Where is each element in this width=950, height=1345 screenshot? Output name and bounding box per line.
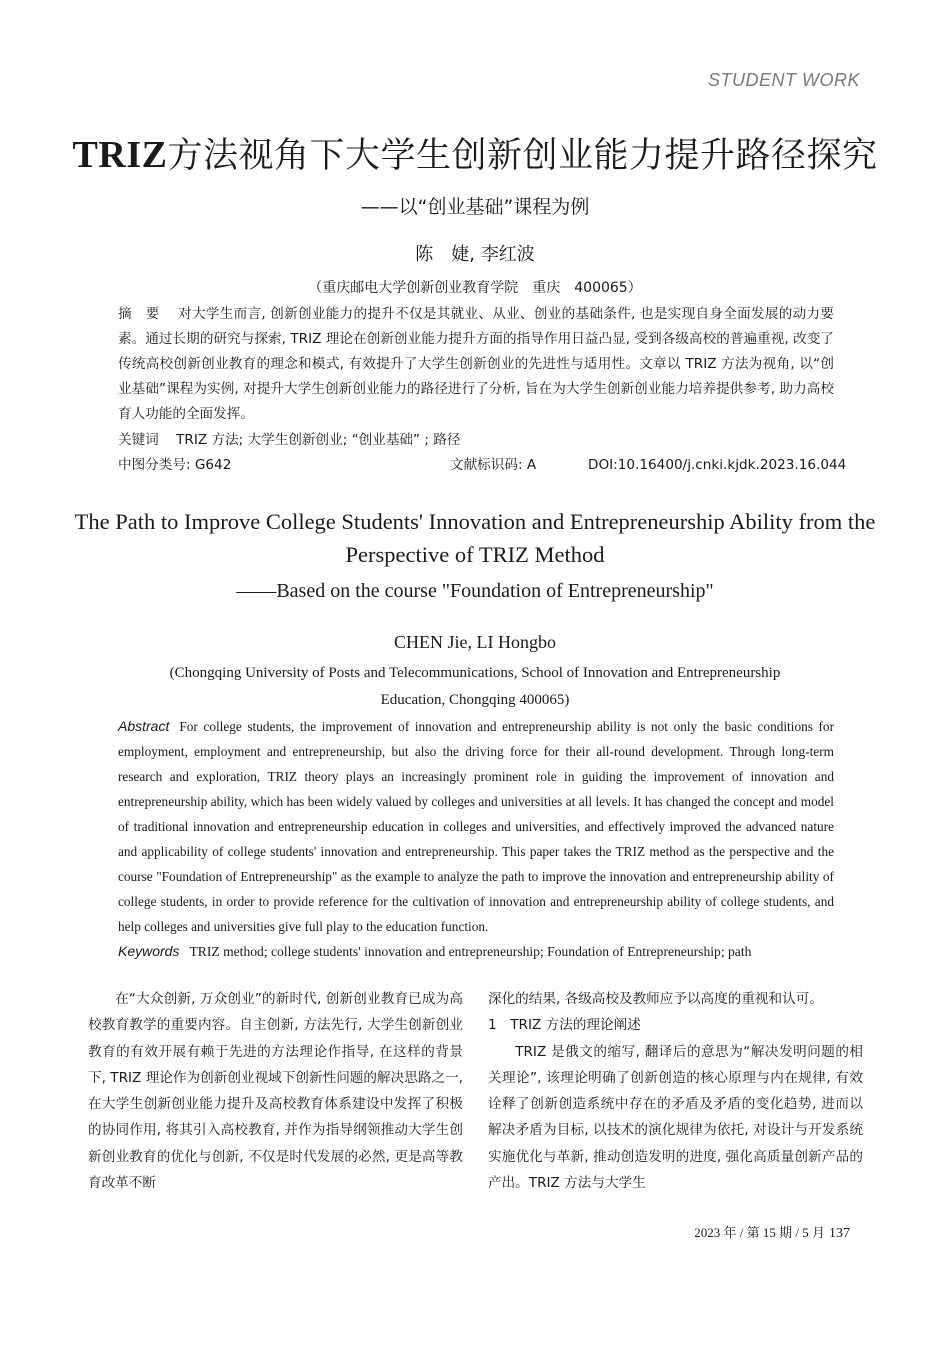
chinese-keywords xyxy=(118,428,834,453)
english-keywords xyxy=(118,939,858,964)
english-affiliation: (Chongqing University of Posts and Telecommunications, School of Innovation and Entrepreneurship Education, Chongqing 400065) xyxy=(169,665,781,708)
chinese-abstract-label: 摘 要 xyxy=(118,306,160,322)
document-code: 文献标识码: A xyxy=(450,457,537,473)
chinese-title xyxy=(0,128,950,178)
clc-number: 中图分类号: G642 xyxy=(118,457,232,473)
body-column-right xyxy=(488,986,863,1196)
chinese-affiliation: （重庆邮电大学创新创业教育学院 重庆 400065） xyxy=(308,280,642,296)
english-keywords-text: TRIZ method; college students' innovation and entrepreneurship; Foundation of Entrepreneurship; path xyxy=(189,944,752,959)
english-title: The Path to Improve College Students' Innovation and Entrepreneurship Ability from the Perspective of TRIZ Method xyxy=(74,509,876,567)
page-number: 137 xyxy=(829,1226,850,1241)
english-abstract xyxy=(118,714,834,939)
intro-paragraph: 在“大众创新, 万众创业”的新时代, 创新创业教育已成为高校教育教学的重要内容。自主创新, 方法先行, 大学生创新创业教育的有效开展有赖于先进的方法理论作指导, 在这样的背景下, TRIZ 理论作为创新创业视域下创新性问题的解决思路之一, 在大学生创新创业能力提升及高校教育体系建设中发挥了积极的协同作用, 将其引入高校教育, 并作为指导纲领推动大学生创新创业教育的优化与创新, 不仅是时代发展的必然, 更是高等教育改革不断 xyxy=(88,991,463,1192)
body-column-left xyxy=(88,986,463,1196)
english-keywords-label: Keywords xyxy=(118,943,180,959)
page-footer xyxy=(694,1222,850,1242)
intro-paragraph-continuation: 深化的结果, 各级高校及教师应予以高度的重视和认可。 xyxy=(488,991,823,1007)
chinese-subtitle: ——以“创业基础”课程为例 xyxy=(360,196,590,218)
english-abstract-text: For college students, the improvement of innovation and entrepreneurship ability is not only the basic conditions for employment, employment and entrepreneurship, but also the driving force for their all-round development. Through long-term research and exploration, TRIZ theory plays an increasingly prominent role in guiding the improvement of innovation and entrepreneurship ability, which has been widely valued by colleges and universities at all levels. It has changed the concept and model of traditional innovation and entrepreneurship education in colleges and universities, and effectively improved the advanced nature and applicability of college students' innovation and entrepreneurship. This paper takes the TRIZ method as the perspective and the course "Foundation of Entrepreneurship" as the example to analyze the path to improve the innovation and entrepreneurship ability of college students, in order to provide reference for the cultivation of innovation and entrepreneurship ability of college students, and help colleges and universities give full play to the education function. xyxy=(118,719,834,934)
running-header: STUDENT WORK xyxy=(708,70,860,90)
english-abstract-label: Abstract xyxy=(118,718,170,734)
section-paragraph: TRIZ 是俄文的缩写, 翻译后的意思为“解决发明问题的相关理论”, 该理论明确了创新创造的核心原理与内在规律, 有效诠释了创新创造系统中存在的矛盾及矛盾的变化趋势, 进而以解决矛盾为目标, 以技术的演化规律为依托, 对设计与开发系统实施优化与革新, 推动创造发明的进度, 强化高质量创新产品的产出。TRIZ 方法与大学生 xyxy=(488,1043,863,1192)
english-subtitle: ——Based on the course "Foundation of Entrepreneurship" xyxy=(236,580,714,602)
chinese-title-rest: 方法视角下大学生创新创业能力提升路径探究 xyxy=(167,136,878,176)
chinese-abstract xyxy=(118,302,834,427)
chinese-abstract-text: 对大学生而言, 创新创业能力的提升不仅是其就业、从业、创业的基础条件, 也是实现自身全面发展的动力要素。通过长期的研究与探索, TRIZ 理论在创新创业能力提升方面的指导作用日益凸显, 受到各级高校的普遍重视, 改变了传统高校创新创业教育的理念和模式, 有效提升了大学生创新创业的先进性与适用性。文章以 TRIZ 方法为视角, 以“创业基础”课程为实例, 对提升大学生创新创业能力的路径进行了分析, 旨在为大学生创新创业能力培养提供参考, 助力高校育人功能的全面发挥。 xyxy=(118,306,834,422)
doi: DOI:10.16400/j.cnki.kjdk.2023.16.044 xyxy=(588,457,847,473)
section-heading: 1 TRIZ 方法的理论阐述 xyxy=(488,1017,641,1034)
chinese-keywords-label: 关键词 xyxy=(118,432,159,448)
english-authors: CHEN Jie, LI Hongbo xyxy=(394,632,556,652)
issue-info: 2023 年 / 第 15 期 / 5 月 xyxy=(694,1225,825,1240)
chinese-authors: 陈 婕, 李红波 xyxy=(415,244,535,265)
chinese-title-prefix: TRIZ xyxy=(72,134,168,176)
chinese-keywords-text: TRIZ 方法; 大学生创新创业; “创业基础” ; 路径 xyxy=(176,432,461,448)
